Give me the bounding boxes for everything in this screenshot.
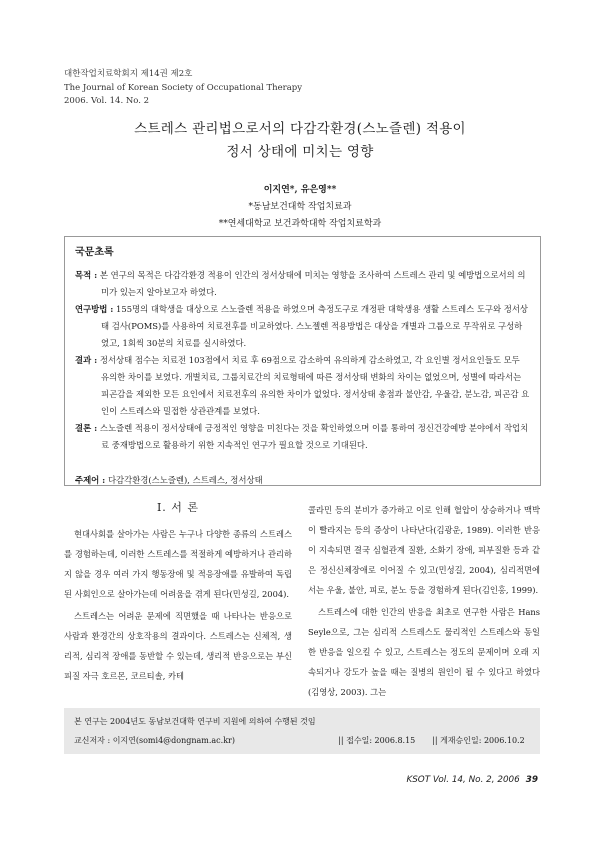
funding-note: 본 연구는 2004년도 동남보건대학 연구비 지원에 의하여 수행된 것임 [74,717,316,726]
accepted-date: || 게재승인일: 2006.10.2 [432,736,525,745]
journal-header [64,68,302,109]
corresponding-author: 교신저자 : 이지연(somi4@dongnam.ac.kr) [74,736,236,745]
korean-abstract-box [64,236,541,486]
abstract-keywords [75,472,530,489]
purpose-text: 본 연구의 목적은 다감각환경 적용이 인간의 정서상태에 미치는 영향을 조사하여 스트레스 관리 및 예방법으로서의 의미가 있는지 알아보고자 하였다. [97,270,526,297]
page-number: 39 [525,775,538,785]
title-line-1: 스트레스 관리법으로서의 다감각환경(스노즐렌) 적용이 [134,121,466,137]
page-footer [406,775,538,785]
keywords-label: 주제어 : [75,475,106,485]
affiliation-2: **연세대학교 보건과학대학 작업치료학과 [218,219,382,229]
method-text: 155명의 대학생을 대상으로 스노즐렌 적용을 하였으며 측정도구로 개정판 대학생용 생활 스트레스 도구와 정서상태 검사(POMS)를 사용하여 치료전후를 비교하였다. 스노젤렌 적용방법은 대상을 개별과 그룹으로 무작위로 구성하였고, 1회씩 30분의 치료를 실시하였다. [101,304,529,348]
paper-title [0,118,600,164]
result-text: 정서상태 점수는 치료전 103점에서 치료 후 69점으로 감소하여 유의하게 감소하였고, 각 요인별 정서요인들도 모두 유의한 차이를 보였다. 개별치료, 그룹치료간의 치료형태에 따른 정서상태 변화의 차이는 없었으며, 성별에 따라서는 피곤감을 제외한 모든 요인에서 치료전후의 유의한 차이가 없었다. 정서상태 총점과 불안감, 우울감, 분노감, 피곤감 요인이 스트레스와 밀접한 상관관계를 보였다. [97,355,530,416]
abstract-heading: 국문초록 [75,247,114,258]
journal-issue: 2006. Vol. 14. No. 2 [64,96,150,106]
body-column-left [64,500,292,688]
author-block [0,182,600,233]
footnote-box [64,708,540,754]
footnote-meta-row [74,731,530,750]
journal-name-korean: 대한작업치료학회지 제14권 제2호 [64,69,193,79]
body-paragraph: 콜라민 등의 분비가 증가하고 이로 인해 혈압이 상승하거나 맥박이 빨라지는 등의 증상이 나타난다(김광운, 1989). 이러한 반응이 지속되면 결국 심혈관계 질환, 소화기 장애, 피부질환 등과 같은 정신신체장애로 이어질 수 있고(민성길, 2004), 심리적면에서는 우울, 불안, 피로, 분노 등을 경험하게 된다(김인홍, 1999). [308,505,540,595]
result-label: 결과 : [75,355,98,365]
footer-journal: KSOT Vol. 14, No. 2, 2006 [406,775,520,785]
author-names: 이지연*, 유은영** [263,185,337,195]
journal-name-english: The Journal of Korean Society of Occupational Therapy [64,82,303,93]
abstract-purpose [75,267,530,301]
method-label: 연구방법 : [75,304,114,314]
purpose-label: 목적 : [75,270,98,280]
conclusion-text: 스노즐렌 적용이 정서상태에 긍정적인 영향을 미친다는 것을 확인하였으며 이를 통하여 정신건강예방 분야에서 작업치료 중재방법으로 활용하기 위한 지속적인 연구가 필요할 것으로 기대된다. [97,423,529,450]
abstract-method [75,301,530,352]
keywords-text: 다감각환경(스노즐렌), 스트레스, 정서상태 [105,475,263,485]
abstract-result [75,352,530,420]
received-date: || 접수일: 2006.8.15 [338,736,416,745]
body-paragraph: 현대사회를 살아가는 사람은 누구나 다양한 종류의 스트레스를 경험하는데, 이러한 스트레스를 적절하게 예방하거나 관리하지 않을 경우 여러 가지 행동장애 및 적응장애를 유발하여 독립된 사회인으로 살아가는데 어려움을 겪게 된다(민성길, 2004). [64,529,292,599]
body-paragraph: 스트레스는 어려운 문제에 직면했을 때 나타나는 반응으로 사람과 환경간의 상호작용의 결과이다. 스트레스는 신체적, 생리적, 심리적 장애를 동반할 수 있는데, 생리적 반응으로는 부신피질 자극 호르몬, 코르티솔, 카테 [64,611,292,681]
conclusion-label: 결론 : [75,423,98,433]
affiliation-1: *동남보건대학 작업치료과 [248,202,352,212]
title-line-2: 정서 상태에 미치는 영향 [226,144,374,160]
body-column-right [308,500,540,704]
abstract-conclusion [75,420,530,454]
section-heading-introduction: I. 서 론 [156,501,200,514]
body-paragraph: 스트레스에 대한 인간의 반응을 최초로 연구한 사람은 Hans Seyle으로, 그는 심리적 스트레스도 물리적인 스트레스와 동일한 반응을 일으킬 수 있고, 스트레스는 정도의 문제이며 오래 지속되거나 강도가 높을 때는 질병의 원인이 될 수 있다고 하였다(김영상, 2003). 그는 [308,607,540,697]
